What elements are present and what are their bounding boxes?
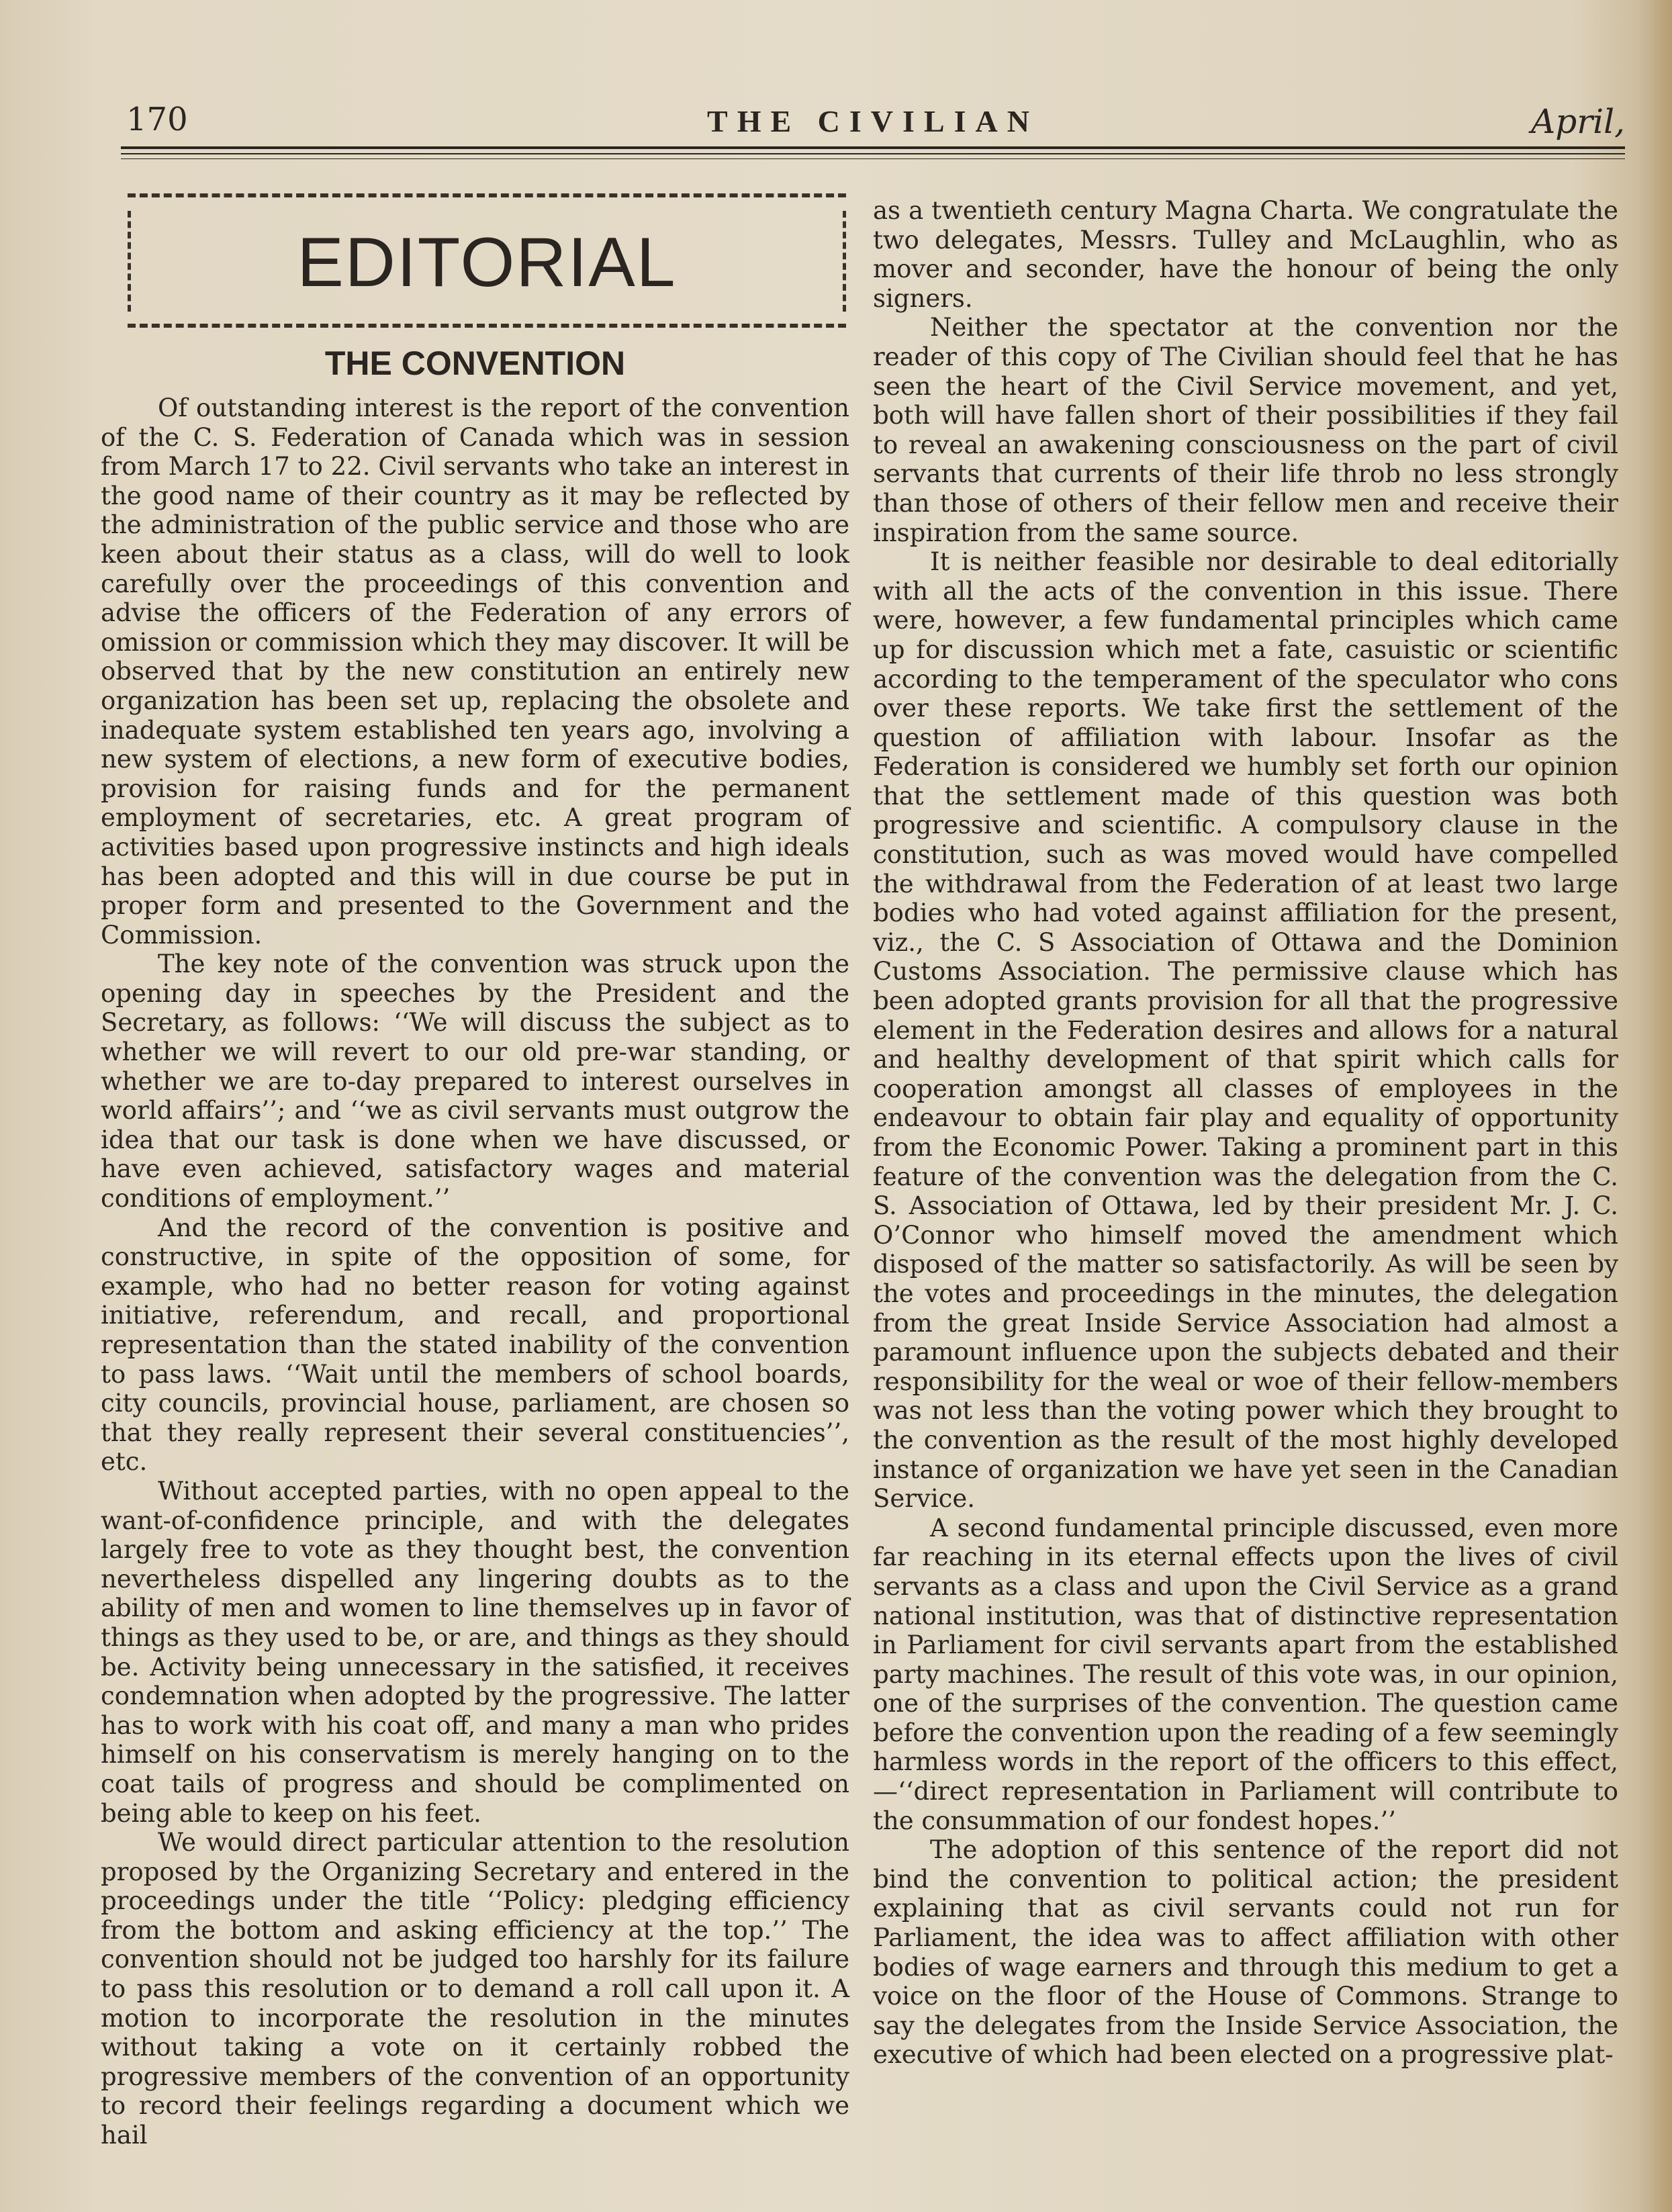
header-rule <box>121 153 1625 154</box>
article-column-left <box>101 342 849 2150</box>
article-column-right <box>873 196 1618 2070</box>
header-rule <box>121 146 1625 149</box>
article-paragraph: The adoption of this sentence of the report did not bind the convention to political action; the president explaining that as civil servants could not run for Parliament, the idea was to affect affiliation with other bodies of wage earners and through this medium to get a voice on the floor of the House of Commons. Strange to say the delegates from the Inside Service Association, the executive of which had been elected on a progressive plat- <box>873 1835 1618 2070</box>
article-paragraph: Of outstanding interest is the report of the convention of the C. S. Federation of Canada which was in session from March 17 to 22. Civil servants who take an interest in the good name of their country as it may be reflected by the administration of the public service and those who are keen about their status as a class, will do well to look carefully over the proceedings of this convention and advise the officers of the Federation of any errors of omission or commission which they may discover. It will be observed that by the new constitution an entirely new organization has been set up, replacing the obsolete and inadequate system established ten years ago, involving a new system of elections, a new form of executive bodies, provision for raising funds and for the permanent employment of secretaries, etc. A great program of activities based upon progressive instincts and high ideals has been adopted and this will in due course be put in proper form and presented to the Government and the Commission. <box>101 394 849 950</box>
article-title: THE CONVENTION <box>324 344 626 382</box>
article-paragraph: Without accepted parties, with no open appeal to the want-of-confidence principle, and with the delegates largely free to vote as they thought best, the convention nevertheless dispelled any lingering doubts as to the ability of men and women to line themselves up in favor of things as they used to be, or are, and things as they should be. Activity being unnecessary in the satisfied, it receives condemnation when adopted by the progressive. The latter has to work with his coat off, and many a man who prides himself on his conservatism is merely hanging on to the coat tails of progress and should be complimented on being able to keep on his feet. <box>101 1476 849 1828</box>
masthead-title: THE CIVILIAN <box>707 104 1039 138</box>
article-paragraph: Neither the spectator at the convention nor the reader of this copy of The Civilian should feel that he has seen the heart of the Civil Service movement, and yet, both will have fallen short of their possibilities if they fail to reveal an awakening consciousness on the part of civil servants that currents of their life throb no less strongly than those of others of their fellow men and receive their inspiration from the same source. <box>873 313 1618 547</box>
article-paragraph-continued: as a twentieth century Magna Charta. We congratulate the two delegates, Messrs. Tulley and McLaughlin, who as mover and seconder, have the honour of being the only signers. <box>873 196 1618 313</box>
article-paragraph: And the record of the convention is positive and constructive, in spite of the opposition of some, for example, who had no better reason for voting against initiative, referendum, and recall, and proportional representation than the stated inability of the convention to pass laws. ‘‘Wait until the members of school boards, city councils, provincial house, parliament, are chosen so that they really represent their several constituencies’’, etc. <box>101 1213 849 1477</box>
page-number: 170 <box>126 101 188 138</box>
article-paragraph: A second fundamental principle discussed, even more far reaching in its eternal effects upon the lives of civil servants as a class and upon the Civil Service as a grand national institution, was that of distinctive representation in Parliament for civil servants apart from the established party machines. The result of this vote was, in our opinion, one of the surprises of the convention. The question came before the convention upon the reading of a few seemingly harmless words in the report of the officers to this effect,—‘‘direct representation in Parliament will contribute to the consummation of our fondest hopes.’’ <box>873 1513 1618 1835</box>
issue-month: April, <box>1531 102 1625 141</box>
editorial-banner-title: EDITORIAL <box>297 224 677 302</box>
header-rule <box>121 158 1625 159</box>
article-paragraph: It is neither feasible nor desirable to deal editorially with all the acts of the convention in this issue. There were, however, a few fundamental principles which came up for discussion which met a fate, casuistic or scientific according to the temperament of the speculator who cons over these reports. We take first the settlement of the question of affiliation with labour. Insofar as the Federation is considered we humbly set forth our opinion that the settlement made of this question was both progressive and scientific. A compulsory clause in the constitution, such as was moved would have compelled the withdrawal from the Federation of at least two large bodies who had voted against affiliation for the present, viz., the C. S Association of Ottawa and the Dominion Customs Association. The permissive clause which has been adopted grants provision for all that the progressive element in the Federation desires and allows for a natural and healthy development of that spirit which calls for cooperation amongst all classes of employees in the endeavour to obtain fair play and equality of opportunity from the Economic Power. Taking a prominent part in this feature of the convention was the delegation from the C. S. Association of Ottawa, led by their president Mr. J. C. O’Connor who himself moved the amendment which disposed of the matter so satisfactorily. As will be seen by the votes and proceedings in the minutes, the delegation from the great Inside Service Association had almost a paramount influence upon the subjects debated and their responsibility for the weal or woe of their fellow-members was not less than the voting power which they brought to the convention as the result of the most highly developed instance of organization we have yet seen in the Canadian Service. <box>873 547 1618 1514</box>
editorial-banner <box>128 193 846 328</box>
article-paragraph: We would direct particular attention to the resolution proposed by the Organizing Secretary and entered in the proceedings under the title ‘‘Policy: pledging efficiency from the bottom and asking efficiency at the top.’’ The convention should not be judged too harshly for its failure to pass this resolution or to demand a roll call upon it. A motion to incorporate the resolution in the minutes without taking a vote on it certainly robbed the progressive members of the convention of an opportunity to record their feelings regarding a document which we hail <box>101 1828 849 2150</box>
article-paragraph: The key note of the convention was struck upon the opening day in speeches by the President and the Secretary, as follows: ‘‘We will discuss the subject as to whether we will revert to our old pre-war standing, or whether we are to-day prepared to interest ourselves in world affairs’’; and ‘‘we as civil servants must outgrow the idea that our task is done when we have discussed, or have even achieved, satisfactory wages and material conditions of employment.’’ <box>101 950 849 1213</box>
